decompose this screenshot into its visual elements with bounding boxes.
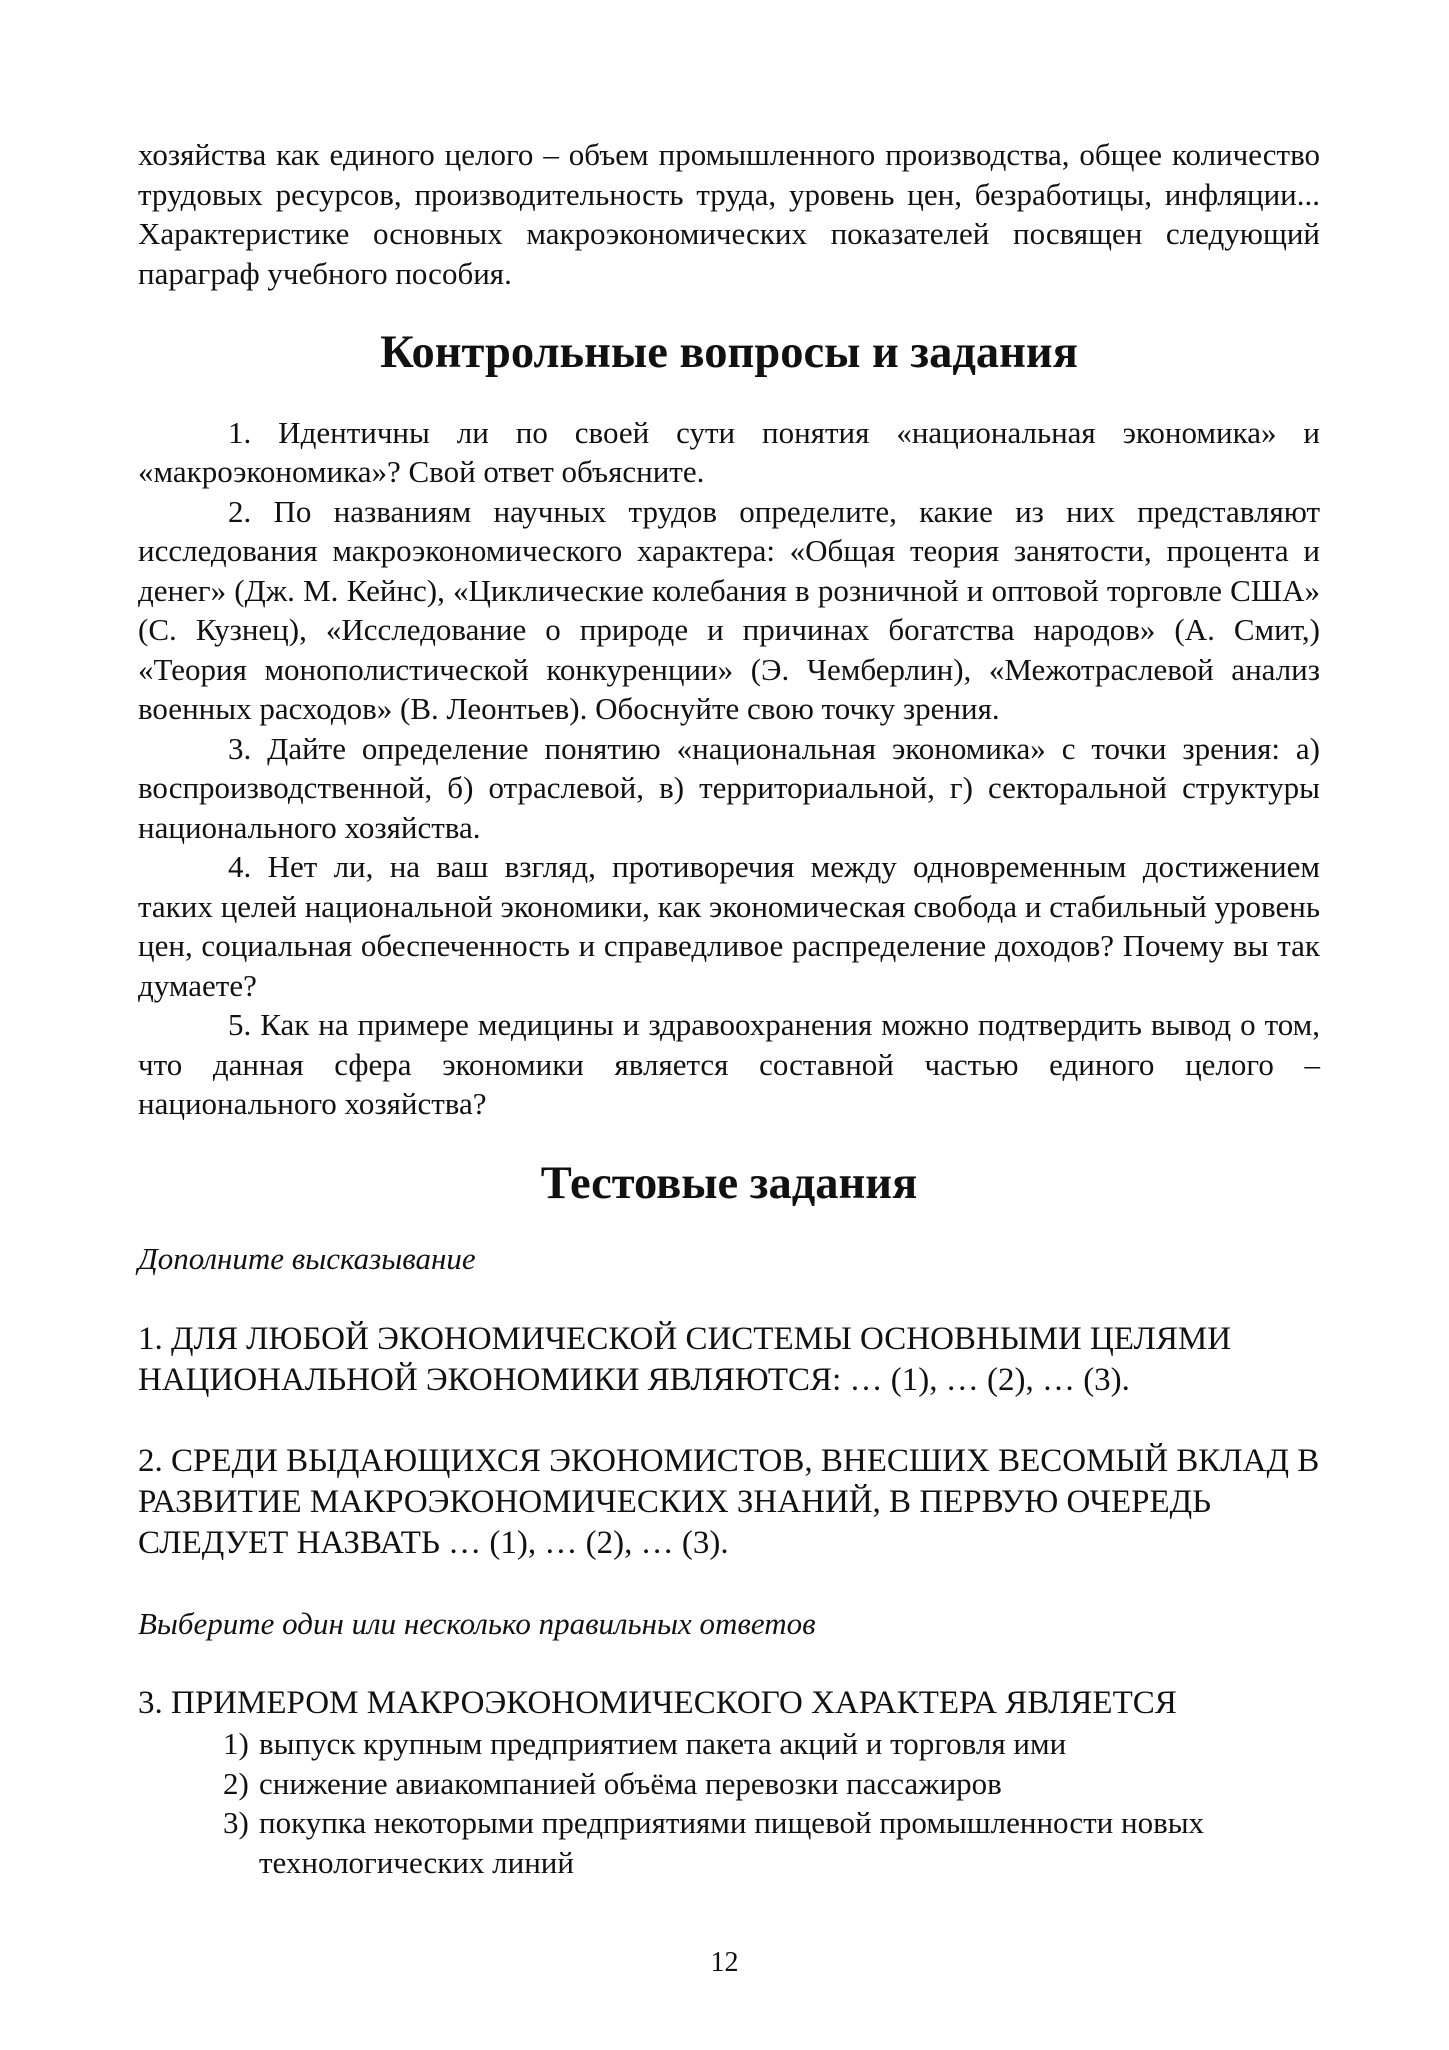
page-number: 12 bbox=[710, 1947, 739, 1978]
answer-option-number: 3) bbox=[223, 1805, 249, 1840]
test-task-3-options bbox=[138, 1724, 1320, 1882]
control-question-2: 2. По названиям научных трудов определите, какие из них представляют исследования макроэкономического характера: «Общая теория занятости, процента и денег» (Дж. М. Кейнс), «Циклические колебания в розничной и оптовой торговле США» (С. Кузнец), «Исследование о природе и причинах богатства народов» (А. Смит,) «Теория монополистической конкуренции» (Э. Чемберлин), «Межотраслевой анализ военных расходов» (В. Леонтьев). Обоснуйте свою точку зрения. bbox=[138, 493, 1320, 726]
control-questions-list bbox=[138, 413, 1320, 1124]
control-question-4: 4. Нет ли, на ваш взгляд, противоречия между одновременным достижением таких целей национальной экономики, как экономическая свобода и стабильный уровень цен, социальная обеспеченность и справедливое распределение доходов? Почему вы так думаете? bbox=[138, 849, 1320, 1003]
control-question-5: 5. Как на примере медицины и здравоохранения можно подтвердить вывод о том, что данная сфера экономики является составной частью единого целого – национального хозяйства? bbox=[138, 1007, 1320, 1121]
control-question-1: 1. Идентичны ли по своей сути понятия «национальная экономика» и «макроэкономика»? Свой ответ объясните. bbox=[138, 414, 1320, 489]
answer-option-number: 1) bbox=[223, 1726, 249, 1761]
test-task-3-question: 3. ПРИМЕРОМ МАКРОЭКОНОМИЧЕСКОГО ХАРАКТЕРА ЯВЛЯЕТСЯ bbox=[138, 1685, 1177, 1721]
control-questions-heading: Контрольные вопросы и задания bbox=[380, 327, 1078, 378]
answer-option-1 bbox=[138, 1724, 1320, 1764]
answer-option-text: выпуск крупным предприятием пакета акций и торговля ими bbox=[259, 1726, 1067, 1761]
control-question-3: 3. Дайте определение понятию «национальная экономика» с точки зрения: а) воспроизводственной, б) отраслевой, в) территориальной, г) секторальной структуры национального хозяйства. bbox=[138, 730, 1320, 845]
instruction-choose-answers: Выберите один или несколько правильных ответов bbox=[138, 1605, 816, 1641]
answer-option-3 bbox=[138, 1803, 1320, 1882]
test-task-1: 1. ДЛЯ ЛЮБОЙ ЭКОНОМИЧЕСКОЙ СИСТЕМЫ ОСНОВНЫМИ ЦЕЛЯМИ НАЦИОНАЛЬНОЙ ЭКОНОМИКИ ЯВЛЯЮТСЯ: … (1), … (2), … (3). bbox=[138, 1320, 1232, 1398]
instruction-complete-statement: Дополните высказывание bbox=[138, 1241, 476, 1276]
answer-option-2 bbox=[138, 1764, 1320, 1804]
intro-paragraph: хозяйства как единого целого – объем промышленного производства, общее количество трудовых ресурсов, производительность труда, уровень цен, безработицы, инфляции... Характеристике основных макроэкономических показателей посвящен следующий параграф учебного пособия. bbox=[138, 137, 1320, 291]
answer-option-text: покупка некоторыми предприятиями пищевой промышленности новых технологических линий bbox=[259, 1805, 1205, 1880]
answer-option-number: 2) bbox=[223, 1765, 249, 1801]
test-tasks-heading: Тестовые задания bbox=[540, 1157, 918, 1209]
test-task-2: 2. СРЕДИ ВЫДАЮЩИХСЯ ЭКОНОМИСТОВ, ВНЕСШИХ ВЕСОМЫЙ ВКЛАД В РАЗВИТИЕ МАКРОЭКОНОМИЧЕСКИХ ЗНАНИЙ, В ПЕРВУЮ ОЧЕРЕДЬ СЛЕДУЕТ НАЗВАТЬ … (1), … (2), … (3). bbox=[138, 1442, 1320, 1561]
page-content bbox=[138, 135, 1320, 1882]
answer-option-text: снижение авиакомпанией объёма перевозки пассажиров bbox=[259, 1765, 1002, 1801]
